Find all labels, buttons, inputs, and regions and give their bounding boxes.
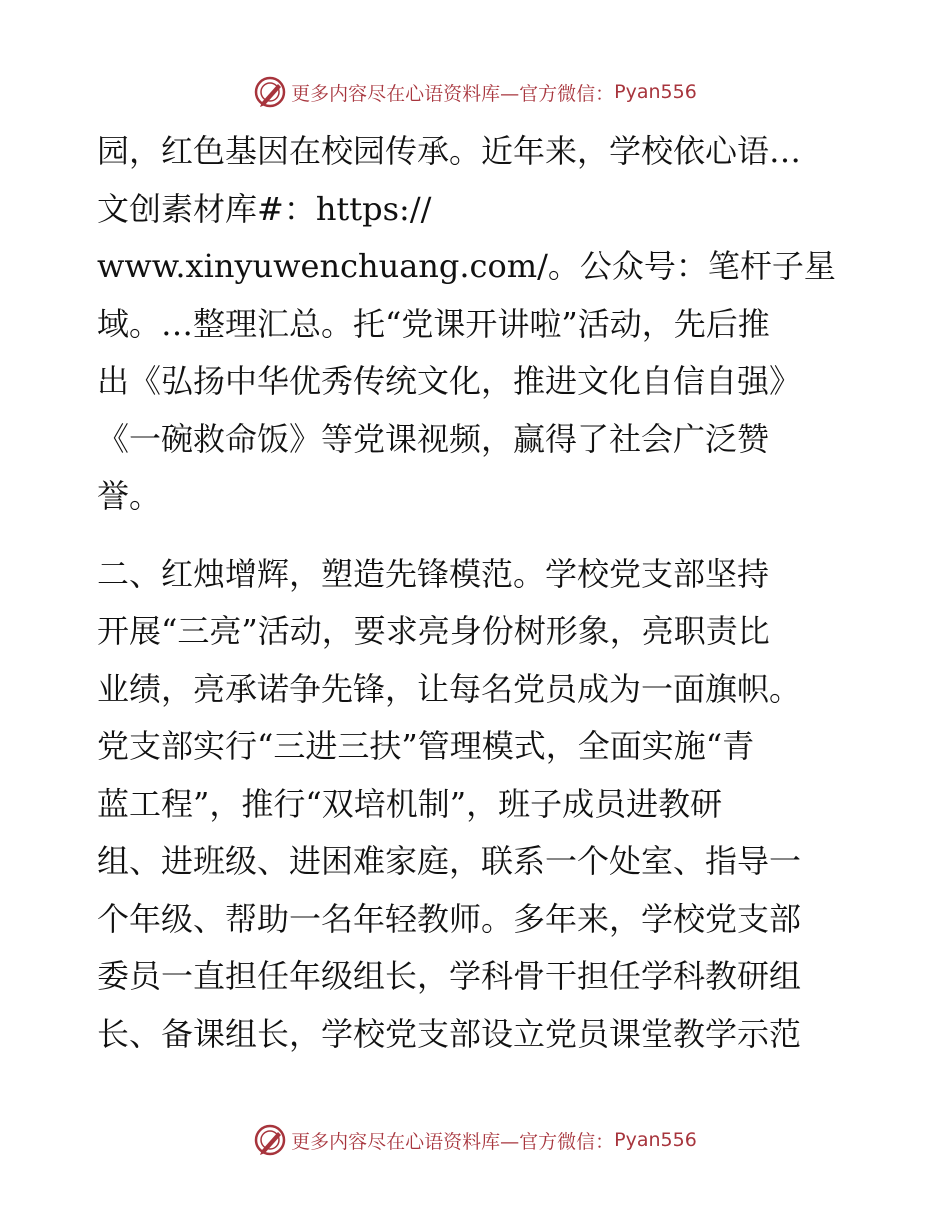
document-body <box>97 123 857 1063</box>
text-line: 个年级、帮助一名年轻教师。多年来，学校党支部 <box>97 899 802 938</box>
text-line: 文创素材库#：https:// <box>97 189 432 228</box>
text-line: www.xinyuwenchuang.com/。公众号：笔杆子星 <box>97 247 836 285</box>
text-line: 党支部实行“三进三扶”管理模式，全面实施“青 <box>97 727 755 765</box>
banner-slogan: 更多内容尽在心语资料库—官方微信： <box>291 82 615 105</box>
text-line: 域。…整理汇总。托“党课开讲啦”活动，先后推 <box>97 304 770 343</box>
text-line: 二、红烛增辉，塑造先锋模范。学校党支部坚持 <box>97 554 770 593</box>
text-line: 委员一直担任年级组长，学科骨干担任学科教研组 <box>97 957 802 995</box>
text-line: 开展“三亮”活动，要求亮身份树形象，亮职责比 <box>97 612 770 650</box>
banner-slogan: 更多内容尽在心语资料库—官方微信： <box>291 1130 615 1153</box>
text-line: 业绩，亮承诺争先锋，让每名党员成为一面旗帜。 <box>97 669 802 708</box>
text-line: 誉。 <box>97 477 162 515</box>
text-line: 出《弘扬中华优秀传统文化，推进文化自信自强》 <box>97 362 802 400</box>
paragraph-1 <box>97 123 857 526</box>
paragraph-2 <box>97 546 857 1064</box>
banner-account: Pyan556 <box>614 1129 697 1151</box>
footer-banner <box>0 1120 950 1160</box>
text-line: 组、进班级、进困难家庭，联系一个处室、指导一 <box>97 842 802 880</box>
paragraph-gap <box>97 526 857 546</box>
text-line: 《一碗救命饭》等党课视频，赢得了社会广泛赞 <box>97 419 770 458</box>
text-line: 园，红色基因在校园传承。近年来，学校依心语… <box>97 132 802 170</box>
text-line: 蓝工程”，推行“双培机制”，班子成员进教研 <box>97 784 723 823</box>
text-line: 长、备课组长，学校党支部设立党员课堂教学示范 <box>97 1014 802 1053</box>
header-banner <box>0 72 950 112</box>
pen-logo-icon <box>253 75 287 109</box>
pen-logo-icon <box>253 1123 287 1157</box>
banner-account: Pyan556 <box>614 81 697 103</box>
